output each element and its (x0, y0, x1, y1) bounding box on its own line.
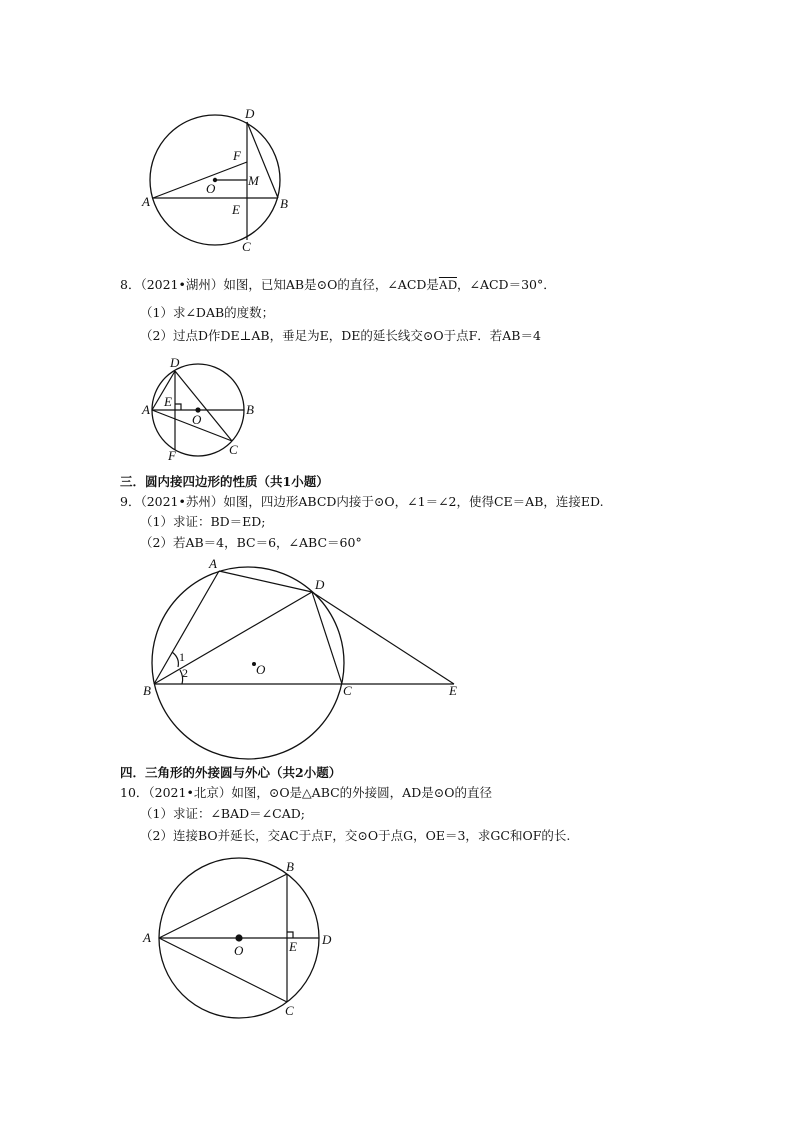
fig3-label-angle-1: 1 (179, 650, 185, 664)
fig4-label-c: C (285, 1003, 294, 1018)
fig4-label-b: B (286, 859, 294, 874)
fig1-label-e: E (232, 202, 240, 217)
fig4-label-e: E (289, 939, 297, 954)
fig2-label-a: A (142, 402, 150, 417)
question-8-stem (120, 277, 556, 293)
fig1-label-f: F (233, 148, 241, 163)
question-8-part-2: （2）过点D作DE⊥AB，垂足为E，DE的延长线交⊙O于点F．若AB＝4 (140, 328, 541, 343)
fig1-label-d: D (245, 106, 255, 121)
fig3-label-a: A (209, 556, 217, 571)
question-8-part-1: （1）求∠DAB的度数； (140, 305, 275, 320)
fig3-label-e: E (449, 683, 457, 698)
fig1-label-m: M (248, 173, 259, 188)
question-10-part-2: （2）连接BO并延长，交AC于点F，交⊙O于点G，OE＝3，求GC和OF的长. (140, 828, 571, 843)
section-4-heading: 四．三角形的外接圆与外心（共2小题） (120, 765, 342, 780)
question-10-part-1: （1）求证：∠BAD＝∠CAD; (140, 806, 305, 821)
fig4-label-d: D (322, 932, 332, 947)
question-9-part-2: （2）若AB＝4，BC＝6，∠ABC＝60° (140, 535, 362, 550)
fig1-label-o: O (206, 181, 216, 196)
fig1-label-c: C (242, 239, 251, 254)
fig2-label-d: D (170, 355, 180, 370)
fig2-label-f: F (168, 448, 176, 463)
question-8-stem-text: 8．（2021•湖州）如图，已知AB是⊙O的直径，∠ACD是 (120, 277, 439, 292)
fig2-label-o: O (192, 412, 202, 427)
fig4-label-a: A (143, 930, 151, 945)
fig2-label-e: E (164, 394, 172, 409)
arc-ad: $\overline{AD}$ (438, 278, 457, 292)
fig1-label-b: B (280, 196, 288, 211)
fig2-label-b: B (246, 402, 254, 417)
figure-1 (150, 115, 280, 245)
question-10-stem: 10．（2021•北京）如图，⊙O是△ABC的外接圆，AD是⊙O的直径 (120, 785, 492, 800)
section-3-heading: 三．圆内接四边形的性质（共1小题） (120, 474, 329, 489)
question-8-stem-tail: ，∠ACD＝30°． (456, 277, 556, 292)
fig2-label-c: C (229, 442, 238, 457)
fig4-label-o: O (234, 943, 244, 958)
figure-4 (159, 858, 319, 1018)
fig3-label-angle-2: 2 (182, 666, 188, 680)
figure-3 (152, 567, 454, 759)
fig3-label-b: B (143, 683, 151, 698)
question-9-part-1: （1）求证：BD＝ED; (140, 514, 266, 529)
fig1-label-a: A (142, 194, 150, 209)
question-9-stem: 9．（2021•苏州）如图，四边形ABCD内接于⊙O，∠1＝∠2，使得CE＝AB，连接ED. (120, 494, 604, 509)
fig3-label-c: C (343, 683, 352, 698)
fig3-label-d: D (315, 577, 325, 592)
fig3-label-o: O (256, 662, 266, 677)
